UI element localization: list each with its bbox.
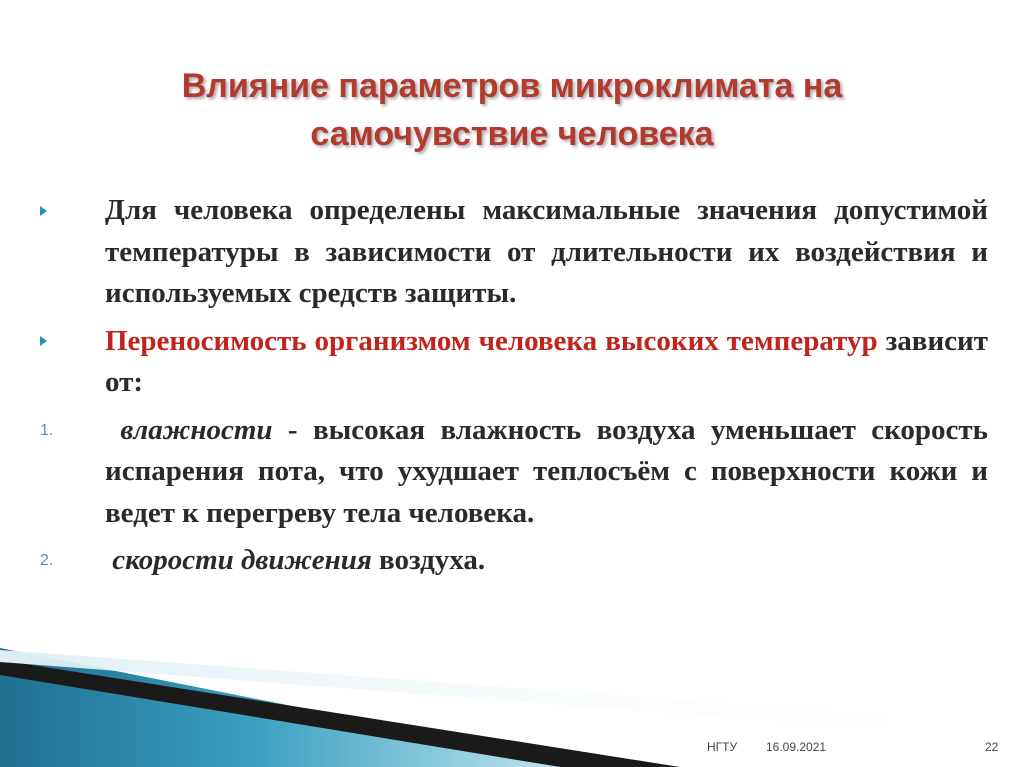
bullet-highlight: Переносимость организмом человека высоких температур — [105, 324, 878, 357]
item-italic-term: скорости движения — [112, 544, 372, 576]
slide-title — [110, 62, 914, 158]
item-text: воздуха. — [371, 544, 486, 576]
slide-title-line1: Влияние параметров микроклимата на — [181, 67, 843, 105]
footer-page-number: 22 — [985, 740, 999, 754]
slide-content — [40, 190, 988, 588]
slide-title-line2: самочувствие человека — [310, 115, 714, 153]
bullet-text: зависит от: — [105, 324, 988, 398]
item-number: 2. — [40, 552, 54, 569]
item-text: - высокая влажность воздуха уменьшает скорость испарения пота, что ухудшает теплосъём с поверхности кожи и ведет к перегреву тела человека. — [105, 413, 989, 529]
triangle-right-icon — [40, 190, 70, 232]
triangle-right-icon — [40, 321, 70, 363]
footer-org: НГТУ — [707, 740, 738, 754]
decorative-swoosh — [0, 630, 1024, 767]
numbered-item — [40, 540, 988, 582]
bullet-item — [40, 321, 988, 404]
bullet-item — [40, 190, 988, 315]
item-italic-term: влажности — [120, 413, 273, 446]
numbered-item — [40, 410, 988, 535]
footer-date: 16.09.2021 — [766, 740, 827, 754]
item-number: 1. — [40, 421, 54, 439]
bullet-text: Для человека определены максимальные значения допустимой температуры в зависимости от длительности их воздействия и используемых средств защиты. — [105, 194, 988, 309]
